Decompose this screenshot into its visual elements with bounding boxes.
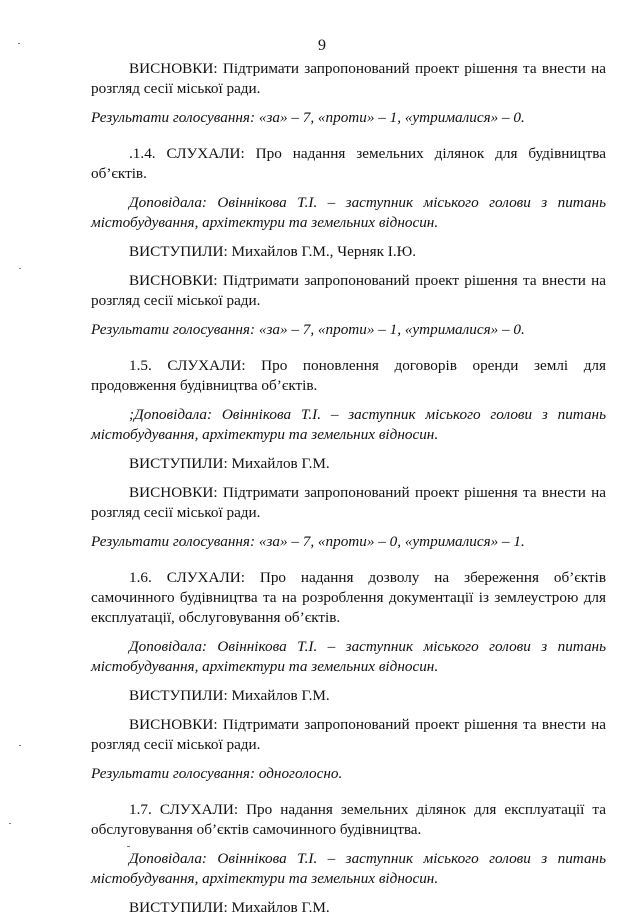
voting-results: Результати голосування: «за» – 7, «проти» – 1, «утрималися» – 0. bbox=[91, 109, 525, 126]
conclusions-paragraph: ВИСНОВКИ: Підтримати запропонований проект рішення та внести на розгляд сесії міської ради. bbox=[91, 716, 606, 753]
voting-results: Результати голосування: «за» – 7, «проти» – 1, «утрималися» – 0. bbox=[91, 321, 525, 338]
scan-speck bbox=[19, 745, 21, 746]
heard-item-1-7: 1.7. СЛУХАЛИ: Про надання земельних ділянок для експлуатації та обслуговування об’єктів самочинного будівництва. bbox=[91, 801, 606, 838]
scan-speck bbox=[19, 268, 21, 269]
scan-speck bbox=[9, 823, 11, 824]
heard-item-1-4: .1.4. СЛУХАЛИ: Про надання земельних ділянок для будівництва об’єктів. bbox=[91, 145, 606, 182]
speaker-paragraph: Доповідала: Овіннікова Т.І. – заступник міського голови з питань містобудування, архітектури та земельних відносин. bbox=[91, 638, 606, 675]
scan-speck bbox=[127, 846, 130, 847]
speaker-paragraph: Доповідала: Овіннікова Т.І. – заступник міського голови з питань містобудування, архітектури та земельних відносин. bbox=[91, 850, 606, 887]
document-body bbox=[91, 59, 606, 918]
heard-item-1-6: 1.6. СЛУХАЛИ: Про надання дозволу на збереження об’єктів самочинного будівництва та на розроблення документації із землеустрою для експлуатації, обслуговування об’єктів. bbox=[91, 569, 606, 626]
spoke-paragraph: ВИСТУПИЛИ: Михайлов Г.М., Черняк І.Ю. bbox=[129, 243, 417, 260]
conclusions-paragraph: ВИСНОВКИ: Підтримати запропонований проект рішення та внести на розгляд сесії міської ради. bbox=[91, 484, 606, 521]
conclusions-paragraph: ВИСНОВКИ: Підтримати запропонований проект рішення та внести на розгляд сесії міської ради. bbox=[91, 272, 606, 309]
voting-results: Результати голосування: одноголосно. bbox=[91, 765, 343, 782]
scan-speck bbox=[18, 43, 20, 44]
spoke-paragraph: ВИСТУПИЛИ: Михайлов Г.М. bbox=[129, 687, 330, 704]
page-number: 9 bbox=[318, 37, 326, 54]
speaker-paragraph: ;Доповідала: Овіннікова Т.І. – заступник міського голови з питань містобудування, архітектури та земельних відносин. bbox=[91, 406, 606, 443]
voting-results: Результати голосування: «за» – 7, «проти» – 0, «утрималися» – 1. bbox=[91, 533, 525, 550]
spoke-paragraph: ВИСТУПИЛИ: Михайлов Г.М. bbox=[129, 455, 330, 472]
heard-item-1-5: 1.5. СЛУХАЛИ: Про поновлення договорів оренди землі для продовження будівництва об’єктів. bbox=[91, 357, 606, 394]
conclusions-paragraph: ВИСНОВКИ: Підтримати запропонований проект рішення та внести на розгляд сесії міської ради. bbox=[91, 60, 606, 97]
speaker-paragraph: Доповідала: Овіннікова Т.І. – заступник міського голови з питань містобудування, архітектури та земельних відносин. bbox=[91, 194, 606, 231]
spoke-paragraph: ВИСТУПИЛИ: Михайлов Г.М. bbox=[129, 899, 330, 916]
